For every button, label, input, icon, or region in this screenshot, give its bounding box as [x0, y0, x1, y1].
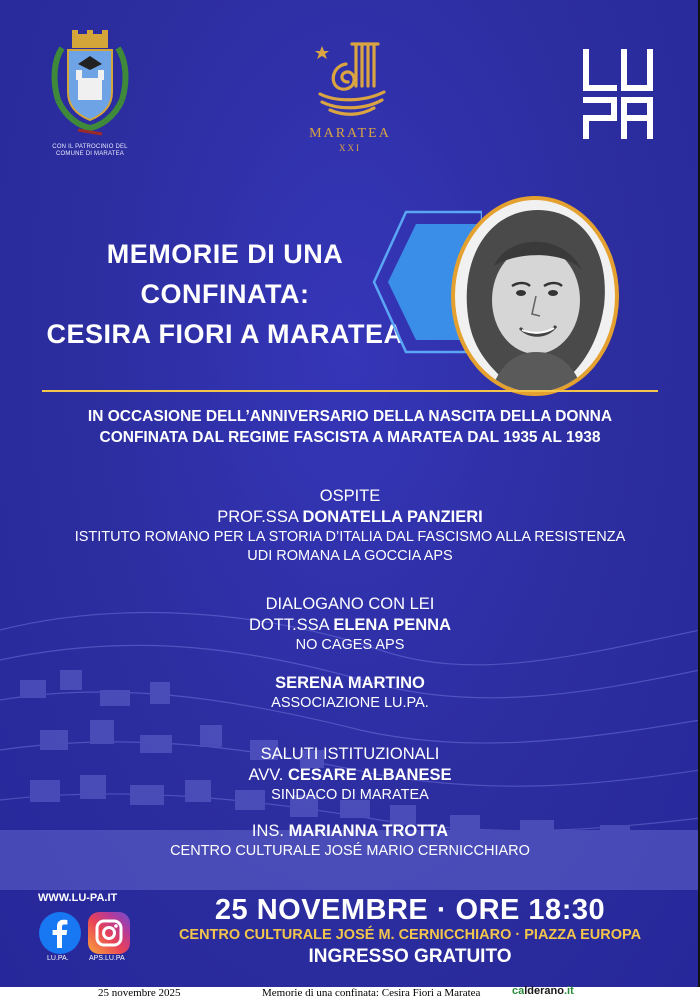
dialogue-heading: DIALOGANO CON LEI — [265, 595, 435, 613]
maratea-coat-of-arms — [48, 30, 132, 140]
guest-block — [20, 486, 680, 566]
greetings-p2-title: INS. — [251, 822, 289, 840]
instagram-label: APS.LU.PA — [89, 955, 125, 962]
watermark-part-1: ca — [512, 985, 525, 997]
dialogue-p1-title: DOTT.SSA — [248, 616, 334, 634]
coat-caption-line-2: COMUNE DI MARATEA — [56, 151, 124, 157]
cesira-fiori-portrait — [450, 196, 620, 396]
dialogue-p1-name: ELENA PENNA — [333, 616, 451, 634]
dialogue-person-2 — [20, 673, 680, 694]
occasion-line-2: CONFINATA DAL REGIME FASCISTA A MARATEA DAL 1935 AL 1938 — [99, 429, 601, 446]
greetings-person-2 — [20, 821, 680, 842]
greetings-heading: SALUTI ISTITUZIONALI — [260, 745, 440, 763]
dialogue-block — [20, 594, 680, 713]
facebook-label: LU.PA. — [47, 955, 69, 962]
greetings-p1-name: CESARE ALBANESE — [287, 766, 452, 784]
greetings-p2-affiliation: CENTRO CULTURALE JOSÉ MARIO CERNICCHIARO — [170, 843, 530, 859]
lupa-logo — [580, 48, 656, 140]
event-entry: INGRESSO GRATUITO — [308, 946, 512, 967]
title-line-3: CESIRA FIORI A MARATEA — [46, 319, 404, 349]
dialogue-person-1 — [20, 615, 680, 636]
facebook-f-glyph — [39, 912, 81, 954]
lupa-logo-text: LUPA — [580, 48, 583, 49]
guest-title: PROF.SSA — [217, 508, 303, 526]
guest-affiliation-2: UDI ROMANA LA GOCCIA APS — [247, 548, 453, 564]
coat-caption-line-1: CON IL PATROCINIO DEL — [52, 144, 128, 150]
greetings-p2-name: MARIANNA TROTTA — [288, 822, 449, 840]
footer-date: 25 novembre 2025 — [98, 987, 181, 999]
guest-affiliation-1: ISTITUTO ROMANO PER LA STORIA D’ITALIA DAL FASCISMO ALLA RESISTENZA — [74, 529, 626, 545]
title-line-1: MEMORIE DI UNA — [106, 239, 344, 269]
dialogue-p1-affiliation: NO CAGES APS — [295, 637, 405, 653]
website-link[interactable]: WWW.LU-PA.IT — [38, 892, 118, 904]
watermark-part-3: .it — [563, 985, 574, 997]
page-footer — [0, 987, 700, 1000]
guest-heading: OSPITE — [319, 487, 381, 505]
occasion-text — [20, 406, 680, 448]
title-divider — [42, 390, 658, 392]
greetings-person-1 — [20, 765, 680, 786]
greetings-p1-affiliation: SINDACO DI MARATEA — [271, 787, 429, 803]
title-line-2: CONFINATA: — [140, 279, 310, 309]
greetings-block — [20, 744, 680, 861]
occasion-line-1: IN OCCASIONE DELL’ANNIVERSARIO DELLA NASCITA DELLA DONNA — [87, 408, 613, 425]
site-watermark — [512, 985, 574, 997]
maratea-xxi-logo — [308, 36, 392, 122]
guest-name: DONATELLA PANZIERI — [302, 508, 483, 526]
maratea-logo-name: MARATEA — [309, 126, 391, 141]
instagram-camera-glyph — [88, 912, 130, 954]
event-title — [40, 234, 410, 354]
dialogue-p2-name: SERENA MARTINO — [275, 674, 425, 692]
event-venue: CENTRO CULTURALE JOSÉ M. CERNICCHIARO · PIAZZA EUROPA — [178, 927, 642, 943]
maratea-logo-sub: XXI — [339, 143, 361, 153]
watermark-part-2: lderano — [524, 985, 564, 997]
guest-line — [20, 507, 680, 528]
instagram-icon[interactable] — [88, 912, 130, 954]
greetings-p1-title: AVV. — [248, 766, 288, 784]
coat-caption — [44, 144, 136, 158]
facebook-icon[interactable] — [39, 912, 81, 954]
footer-title: Memorie di una confinata: Cesira Fiori a Maratea — [262, 987, 481, 999]
dialogue-p2-affiliation: ASSOCIAZIONE LU.PA. — [271, 695, 429, 711]
event-date-time: 25 NOVEMBRE · ORE 18:30 — [214, 894, 606, 926]
